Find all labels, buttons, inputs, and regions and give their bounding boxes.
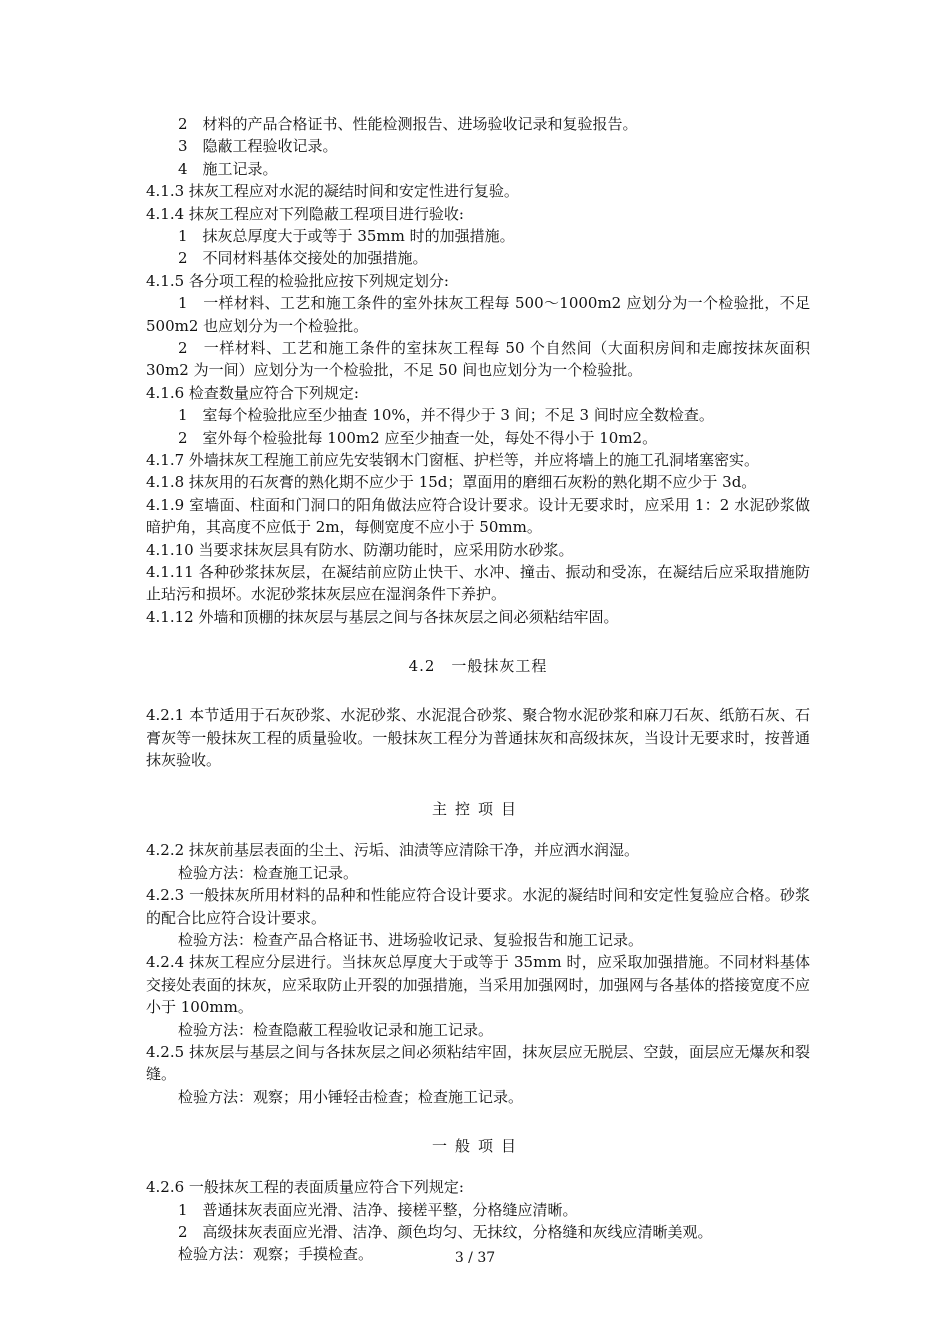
spacer xyxy=(146,771,810,785)
text-line: 4.1.12 外墙和顶棚的抹灰层与基层之间与各抹灰层之间必须粘结牢固。 xyxy=(146,607,619,626)
text-line: 1 抹灰总厚度大于或等于 35mm 时的加强措施。 xyxy=(178,226,515,245)
text-line: 检验方法：观察；用小锤轻击检查；检查施工记录。 xyxy=(178,1087,524,1106)
text-line: 检验方法：检查施工记录。 xyxy=(178,863,359,882)
text-line: 4.2.5 抹灰层与基层之间与各抹灰层之间必须粘结牢固，抹灰层应无脱层、空鼓，面层应无爆灰和裂缝。 xyxy=(146,1042,810,1084)
text-line: 1 一样材料、工艺和施工条件的室外抹灰工程每 500～1000m2 应划分为一个检验批，不足 500m2 也应划分为一个检验批。 xyxy=(146,294,810,335)
text-line: 1 室每个检验批应至少抽查 10%，并不得少于 3 间；不足 3 间时应全数检查。 xyxy=(178,406,714,425)
text-line: 检验方法：检查产品合格证书、进场验收记录、复验报告和施工记录。 xyxy=(178,930,644,949)
page-number: 3 / 37 xyxy=(454,1250,496,1266)
text-line: 4.1.10 当要求抹灰层具有防水、防潮功能时，应采用防水砂浆。 xyxy=(146,540,574,559)
spacer xyxy=(146,1108,810,1122)
text-line: 检验方法：观察；手摸检查。 xyxy=(178,1245,374,1264)
text-line: 4.1.8 抹灰用的石灰膏的熟化期不应少于 15d；罩面用的磨细石灰粉的熟化期不应少于 3d。 xyxy=(146,473,757,492)
page-content xyxy=(146,113,810,1266)
text-line: 2 材料的产品合格证书、性能检测报告、进场验收记录和复验报告。 xyxy=(178,115,638,133)
general-items-heading: 一般项目 xyxy=(431,1137,524,1156)
text-line: 4.1.5 各分项工程的检验批应按下列规定划分: xyxy=(146,271,449,290)
text-line: 4.2.6 一般抹灰工程的表面质量应符合下列规定: xyxy=(146,1178,464,1197)
text-line: 4.1.4 抹灰工程应对下列隐蔽工程项目进行验收: xyxy=(146,204,464,223)
text-line: 4.1.7 外墙抹灰工程施工前应先安装钢木门窗框、护栏等，并应将墙上的施工孔洞堵塞密实。 xyxy=(146,450,759,469)
section-4-1-continued xyxy=(146,113,810,628)
text-line: 4 施工记录。 xyxy=(178,159,278,178)
section-intro: 4.2.1 本节适用于石灰砂浆、水泥砂浆、水泥混合砂浆、聚合物水泥砂浆和麻刀石灰、纸筋石灰、石膏灰等一般抹灰工程的质量验收。一般抹灰工程分为普通抹灰和高级抹灰，当设计无要求时，按普通抹灰验收。 xyxy=(146,706,810,769)
main-items xyxy=(146,839,810,1108)
section-title: 4.2 一般抹灰工程 xyxy=(408,657,548,676)
text-line: 4.2.2 抹灰前基层表面的尘土、污垢、油渍等应清除干净，并应洒水润湿。 xyxy=(146,841,639,860)
text-line: 2 不同材料基体交接处的加强措施。 xyxy=(178,249,428,268)
spacer xyxy=(146,628,810,642)
text-line: 1 普通抹灰表面应光滑、洁净、接槎平整，分格缝应清晰。 xyxy=(178,1200,578,1219)
text-line: 3 隐蔽工程验收记录。 xyxy=(178,137,338,156)
text-line: 4.1.9 室墙面、柱面和门洞口的阳角做法应符合设计要求。设计无要求时，应采用 1：2 水泥砂浆做暗护角，其高度不应低于 2m，每侧宽度不应小于 50mm。 xyxy=(146,495,810,537)
text-line: 2 高级抹灰表面应光滑、洁净、颜色均匀、无抹纹，分格缝和灰线应清晰美观。 xyxy=(178,1222,713,1241)
text-line: 4.2.3 一般抹灰所用材料的品种和性能应符合设计要求。水泥的凝结时间和安定性复验应合格。砂浆的配合比应符合设计要求。 xyxy=(146,886,810,927)
main-items-heading: 主控项目 xyxy=(431,800,524,819)
text-line: 2 一样材料、工艺和施工条件的室抹灰工程每 50 个自然间（大面积房间和走廊按抹灰面积 30m2 为一间）应划分为一个检验批，不足 50 间也应划分为一个检验批。 xyxy=(146,338,810,380)
spacer xyxy=(146,690,810,704)
text-line: 4.1.6 检查数量应符合下列规定: xyxy=(146,383,359,402)
text-line: 检验方法：检查隐蔽工程验收记录和施工记录。 xyxy=(178,1020,494,1039)
text-line: 4.1.11 各种砂浆抹灰层，在凝结前应防止快干、水冲、撞击、振动和受冻，在凝结后应采取措施防止玷污和损坏。水泥砂浆抹灰层应在湿润条件下养护。 xyxy=(146,562,810,604)
text-line: 4.2.4 抹灰工程应分层进行。当抹灰总厚度大于或等于 35mm 时，应采取加强措施。不同材料基体交接处表面的抹灰，应采取防止开裂的加强措施，当采用加强网时，加强网与各基体的搭接宽度不应小于 100mm。 xyxy=(146,953,810,1017)
text-line: 4.1.3 抹灰工程应对水泥的凝结时间和安定性进行复验。 xyxy=(146,182,519,201)
text-line: 2 室外每个检验批每 100m2 应至少抽查一处，每处不得小于 10m2。 xyxy=(178,428,658,447)
